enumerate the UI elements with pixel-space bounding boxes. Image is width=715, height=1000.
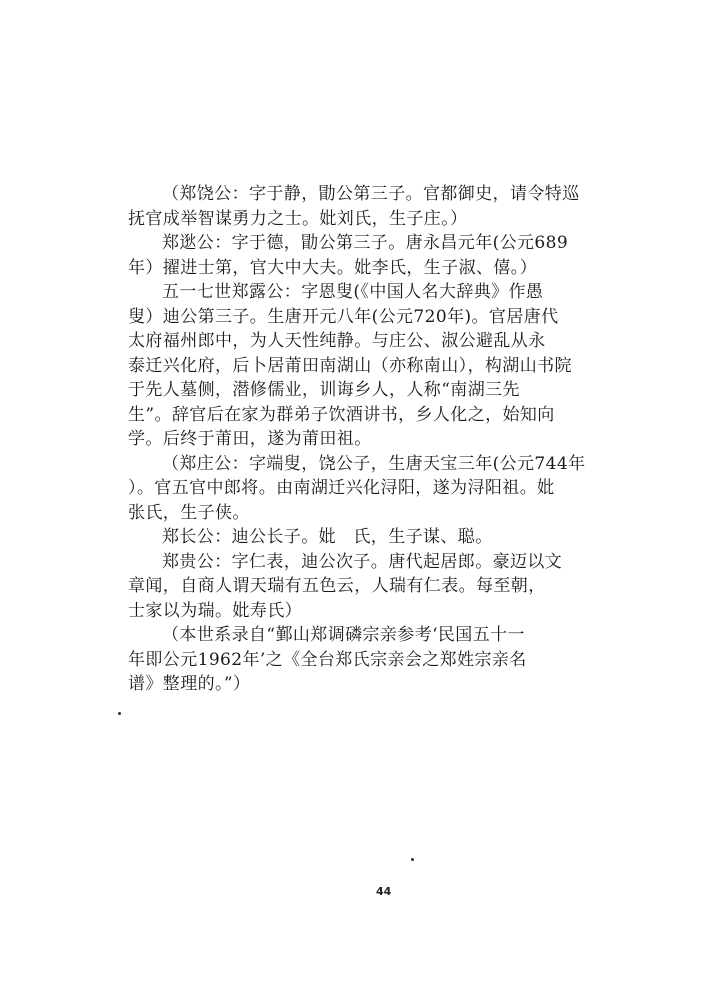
text-line: 五一七世郑露公：字恩叟(《中国人名大辞典》作愚 [162,282,544,302]
text-line: 年）擢进士第，官大中大夫。妣李氏，生子淑、僖。） [128,257,538,278]
scan-speck [411,858,414,861]
text-line: 郑逖公：字于德，勖公第三子。唐永昌元年(公元689 [162,233,569,253]
text-line: （郑饶公：字于静，勖公第三子。官都御史，请令特巡 [162,184,580,204]
text-line: 抚官成举智谋勇力之士。妣刘氏，生子庄。） [128,208,468,229]
text-line: 太府福州郎中，为人天性纯静。与庄公、淑公避乱从永 [128,331,546,351]
text-line: 章闻，自商人谓天瑞有五色云，人瑞有仁表。每至朝， [128,576,546,596]
text-line: （本世系录自“鄞山郑调磷宗亲参考‘民国五十一 [162,625,525,645]
text-line: 泰迁兴化府，后卜居莆田南湖山（亦称南山），构湖山书院 [128,355,572,376]
text-line: 叟）迪公第三子。生唐开元八年(公元720年)。官居唐代 [128,306,559,327]
text-line: 郑贵公：字仁表，迪公次子。唐代起居郎。豪迈以文 [162,551,563,572]
text-line: ）。官五官中郎将。由南湖迁兴化浔阳，遂为浔阳祖。妣 [128,478,555,498]
text-line: 年即公元1962年’之《全台郑氏宗亲会之郑姓宗亲名 [128,649,527,670]
text-line: 士家以为瑞。妣寿氏） [128,600,302,621]
text-line: 郑长公：迪公长子。妣 氏，生子谋、聪。 [162,527,493,547]
text-line: 张氏，生子侠。 [128,502,250,523]
text-line: 学。后终于莆田，遂为莆田祖。 [128,429,372,449]
text-line: 谱》整理的。”） [128,674,251,694]
page-number: 44 [376,885,392,898]
scan-speck [118,712,121,715]
genealogy-text [128,182,598,697]
text-line: 生”。辞官后在家为群弟子饮酒讲书，乡人化之，始知向 [128,404,555,425]
text-line: （郑庄公：字端叟，饶公子，生唐天宝三年(公元744年 [162,453,586,474]
text-line: 于先人墓侧，潜修儒业，训诲乡人，人称“南湖三先 [128,380,520,400]
